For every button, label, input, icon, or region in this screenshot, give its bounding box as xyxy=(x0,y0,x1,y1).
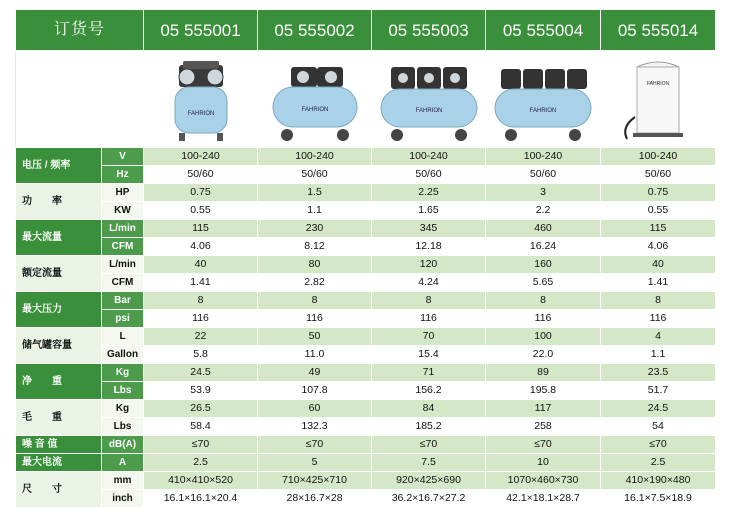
unit-cell: CFM xyxy=(102,274,144,292)
value-cell: 116 xyxy=(601,310,716,328)
value-cell: 0.55 xyxy=(601,202,716,220)
unit-cell: Bar xyxy=(102,292,144,310)
value-cell: 5 xyxy=(258,454,372,472)
value-cell: 16.1×7.5×18.9 xyxy=(601,490,716,508)
value-cell: 4 xyxy=(601,328,716,346)
value-cell: ≤70 xyxy=(601,436,716,454)
order-number-header: 订货号 xyxy=(16,10,144,51)
spec-group-label: 功 率 xyxy=(16,184,102,220)
spec-row xyxy=(16,436,716,454)
value-cell: 8 xyxy=(486,292,601,310)
spec-group-label: 最大电流 xyxy=(16,454,102,472)
value-cell: 2.5 xyxy=(144,454,258,472)
value-cell: 51.7 xyxy=(601,382,716,400)
spec-group-label: 额定流量 xyxy=(16,256,102,292)
spec-row xyxy=(16,148,716,166)
spec-row xyxy=(16,256,716,274)
value-cell: 2.25 xyxy=(372,184,486,202)
spec-row xyxy=(16,490,716,508)
value-cell: 42.1×18.1×28.7 xyxy=(486,490,601,508)
unit-cell: L/min xyxy=(102,256,144,274)
value-cell: 710×425×710 xyxy=(258,472,372,490)
value-cell: 40 xyxy=(144,256,258,274)
value-cell: 84 xyxy=(372,400,486,418)
value-cell: 23.5 xyxy=(601,364,716,382)
value-cell: ≤70 xyxy=(144,436,258,454)
brand-mark: FAHRION xyxy=(187,111,214,117)
value-cell: 0.55 xyxy=(144,202,258,220)
spec-row xyxy=(16,382,716,400)
unit-cell: V xyxy=(102,148,144,166)
value-cell: 40 xyxy=(601,256,716,274)
value-cell: 8.12 xyxy=(258,238,372,256)
value-cell: 16.1×16.1×20.4 xyxy=(144,490,258,508)
unit-cell: Hz xyxy=(102,166,144,184)
value-cell: 185.2 xyxy=(372,418,486,436)
unit-cell: Kg xyxy=(102,364,144,382)
value-cell: 58.4 xyxy=(144,418,258,436)
value-cell: 107.8 xyxy=(258,382,372,400)
value-cell: 920×425×690 xyxy=(372,472,486,490)
value-cell: 100-240 xyxy=(486,148,601,166)
value-cell: 50/60 xyxy=(372,166,486,184)
value-cell: 50/60 xyxy=(601,166,716,184)
value-cell: 36.2×16.7×27.2 xyxy=(372,490,486,508)
quad-head-compressor-icon xyxy=(491,61,595,145)
value-cell: 1.65 xyxy=(372,202,486,220)
model-header: 05 555004 xyxy=(486,10,601,51)
spec-row xyxy=(16,472,716,490)
spec-row xyxy=(16,238,716,256)
value-cell: 71 xyxy=(372,364,486,382)
spec-group-label: 毛 重 xyxy=(16,400,102,436)
model-header: 05 555002 xyxy=(258,10,372,51)
image-row-blank xyxy=(16,51,144,148)
value-cell: 8 xyxy=(258,292,372,310)
brand-mark: FAHRION xyxy=(646,81,670,87)
value-cell: 410×190×480 xyxy=(601,472,716,490)
spec-row xyxy=(16,418,716,436)
value-cell: 195.8 xyxy=(486,382,601,400)
triple-head-compressor-icon xyxy=(377,61,481,145)
value-cell: 116 xyxy=(486,310,601,328)
spec-row xyxy=(16,454,716,472)
cabinet-compressor-icon xyxy=(613,57,703,145)
value-cell: 22.0 xyxy=(486,346,601,364)
unit-cell: CFM xyxy=(102,238,144,256)
value-cell: 28×16.7×28 xyxy=(258,490,372,508)
header-row xyxy=(16,10,716,51)
value-cell: 22 xyxy=(144,328,258,346)
unit-cell: Gallon xyxy=(102,346,144,364)
spec-row xyxy=(16,364,716,382)
value-cell: 230 xyxy=(258,220,372,238)
unit-cell: dB(A) xyxy=(102,436,144,454)
value-cell: 2.5 xyxy=(601,454,716,472)
value-cell: 12.18 xyxy=(372,238,486,256)
value-cell: 5.65 xyxy=(486,274,601,292)
spec-row xyxy=(16,220,716,238)
product-image-cell xyxy=(144,51,258,148)
value-cell: ≤70 xyxy=(372,436,486,454)
value-cell: 117 xyxy=(486,400,601,418)
model-header: 05 555014 xyxy=(601,10,716,51)
product-image-cell xyxy=(601,51,716,148)
value-cell: 4.06 xyxy=(144,238,258,256)
value-cell: 100-240 xyxy=(144,148,258,166)
value-cell: 1070×460×730 xyxy=(486,472,601,490)
spec-row xyxy=(16,328,716,346)
brand-mark: FAHRION xyxy=(301,107,328,113)
value-cell: 115 xyxy=(601,220,716,238)
value-cell: 258 xyxy=(486,418,601,436)
brand-mark: FAHRION xyxy=(529,108,557,114)
spec-table xyxy=(15,9,716,508)
value-cell: 132.3 xyxy=(258,418,372,436)
value-cell: 50/60 xyxy=(486,166,601,184)
value-cell: 8 xyxy=(601,292,716,310)
spec-row xyxy=(16,166,716,184)
value-cell: 8 xyxy=(372,292,486,310)
value-cell: 1.41 xyxy=(601,274,716,292)
brand-mark: FAHRION xyxy=(415,108,442,114)
value-cell: 120 xyxy=(372,256,486,274)
value-cell: 70 xyxy=(372,328,486,346)
model-header: 05 555003 xyxy=(372,10,486,51)
unit-cell: A xyxy=(102,454,144,472)
product-image-row xyxy=(16,51,716,148)
spec-group-label: 最大流量 xyxy=(16,220,102,256)
single-head-compressor-icon xyxy=(161,57,241,145)
spec-group-label: 尺 寸 xyxy=(16,472,102,508)
spec-row xyxy=(16,400,716,418)
unit-cell: mm xyxy=(102,472,144,490)
value-cell: 7.5 xyxy=(372,454,486,472)
spec-group-label: 净 重 xyxy=(16,364,102,400)
product-image-cell xyxy=(486,51,601,148)
value-cell: ≤70 xyxy=(486,436,601,454)
model-header: 05 555001 xyxy=(144,10,258,51)
value-cell: 116 xyxy=(372,310,486,328)
value-cell: 54 xyxy=(601,418,716,436)
value-cell: ≤70 xyxy=(258,436,372,454)
value-cell: 15.4 xyxy=(372,346,486,364)
value-cell: 2.82 xyxy=(258,274,372,292)
spec-row xyxy=(16,274,716,292)
unit-cell: Lbs xyxy=(102,418,144,436)
unit-cell: L xyxy=(102,328,144,346)
value-cell: 410×410×520 xyxy=(144,472,258,490)
unit-cell: inch xyxy=(102,490,144,508)
value-cell: 115 xyxy=(144,220,258,238)
value-cell: 160 xyxy=(486,256,601,274)
value-cell: 3 xyxy=(486,184,601,202)
value-cell: 11.0 xyxy=(258,346,372,364)
spec-row xyxy=(16,310,716,328)
spec-group-label: 最大压力 xyxy=(16,292,102,328)
product-image-cell xyxy=(258,51,372,148)
value-cell: 16.24 xyxy=(486,238,601,256)
value-cell: 50/60 xyxy=(258,166,372,184)
value-cell: 100 xyxy=(486,328,601,346)
value-cell: 2.2 xyxy=(486,202,601,220)
value-cell: 1.41 xyxy=(144,274,258,292)
unit-cell: psi xyxy=(102,310,144,328)
value-cell: 53.9 xyxy=(144,382,258,400)
value-cell: 89 xyxy=(486,364,601,382)
value-cell: 1.1 xyxy=(601,346,716,364)
spec-group-label: 储气罐容量 xyxy=(16,328,102,364)
value-cell: 100-240 xyxy=(258,148,372,166)
value-cell: 5.8 xyxy=(144,346,258,364)
value-cell: 345 xyxy=(372,220,486,238)
unit-cell: Kg xyxy=(102,400,144,418)
value-cell: 116 xyxy=(258,310,372,328)
value-cell: 0.75 xyxy=(144,184,258,202)
value-cell: 80 xyxy=(258,256,372,274)
product-image-cell xyxy=(372,51,486,148)
value-cell: 4.06 xyxy=(601,238,716,256)
unit-cell: Lbs xyxy=(102,382,144,400)
unit-cell: HP xyxy=(102,184,144,202)
value-cell: 100-240 xyxy=(372,148,486,166)
value-cell: 460 xyxy=(486,220,601,238)
spec-row xyxy=(16,292,716,310)
value-cell: 1.1 xyxy=(258,202,372,220)
value-cell: 60 xyxy=(258,400,372,418)
value-cell: 24.5 xyxy=(601,400,716,418)
spec-group-label: 噪 音 值 xyxy=(16,436,102,454)
double-head-compressor-icon xyxy=(265,61,365,145)
value-cell: 10 xyxy=(486,454,601,472)
unit-cell: L/min xyxy=(102,220,144,238)
value-cell: 0.75 xyxy=(601,184,716,202)
value-cell: 116 xyxy=(144,310,258,328)
spec-row xyxy=(16,184,716,202)
value-cell: 1.5 xyxy=(258,184,372,202)
value-cell: 4.24 xyxy=(372,274,486,292)
value-cell: 49 xyxy=(258,364,372,382)
value-cell: 26.5 xyxy=(144,400,258,418)
spec-table-container xyxy=(15,9,715,508)
spec-group-label: 电压 / 频率 xyxy=(16,148,102,184)
value-cell: 24.5 xyxy=(144,364,258,382)
value-cell: 8 xyxy=(144,292,258,310)
value-cell: 50/60 xyxy=(144,166,258,184)
spec-row xyxy=(16,346,716,364)
value-cell: 50 xyxy=(258,328,372,346)
value-cell: 100-240 xyxy=(601,148,716,166)
unit-cell: KW xyxy=(102,202,144,220)
value-cell: 156.2 xyxy=(372,382,486,400)
spec-row xyxy=(16,202,716,220)
